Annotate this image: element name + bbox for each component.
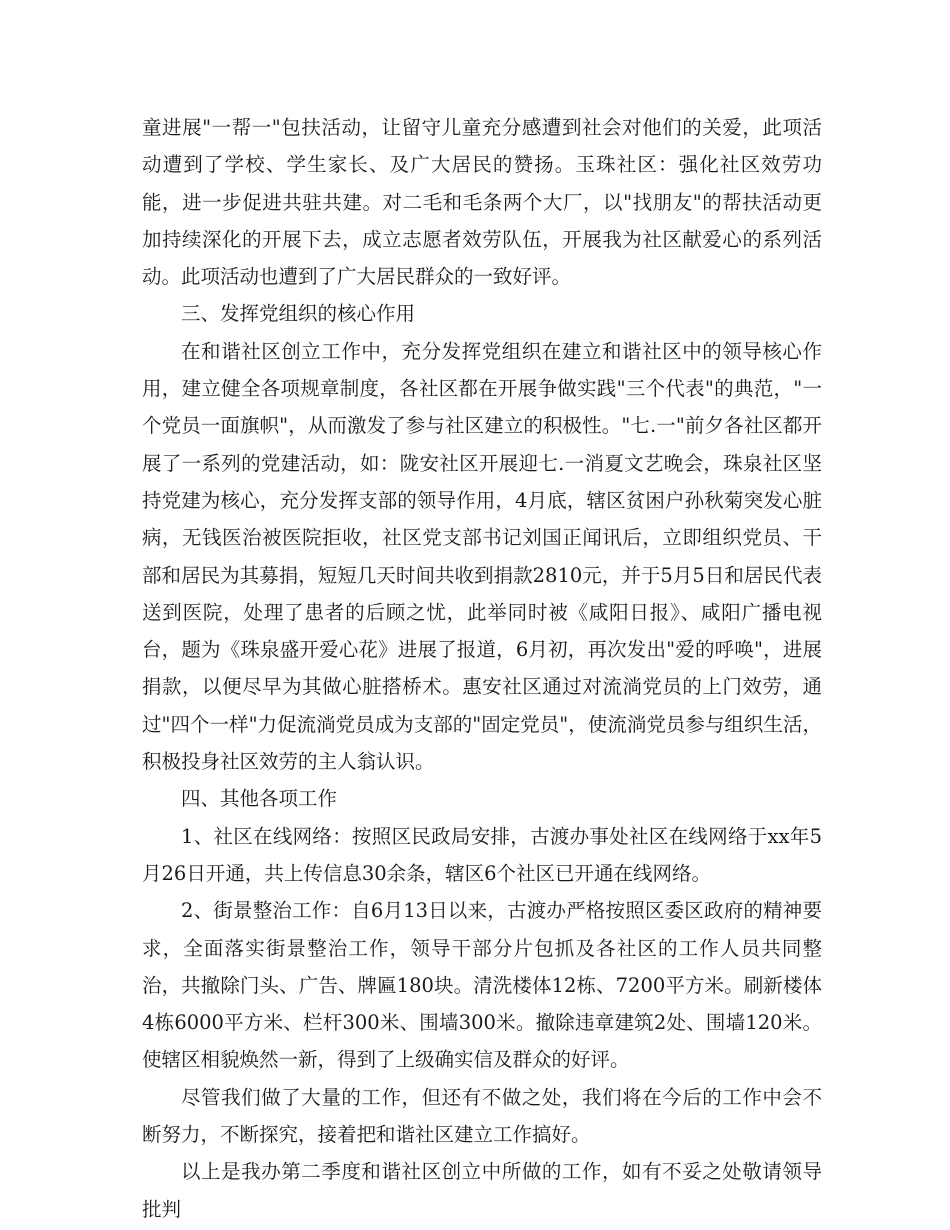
paragraph-online-network: 1、社区在线网络：按照区民政局安排，古渡办事处社区在线网络于xx年5月26日开通，共上传信息30余条，辖区6个社区已开通在线网络。	[142, 824, 822, 885]
paragraph-closing: 以上是我办第二季度和谐社区创立中所做的工作，如有不妥之处敬请领导批判	[142, 1160, 822, 1221]
paragraph-continued: 童进展"一帮一"包扶活动，让留守儿童充分感遭到社会对他们的关爱，此项活动遭到了学校、学生家长、及广大居民的赞扬。玉珠社区：强化社区效劳功能，进一步促进共驻共建。对二毛和毛条两个大厂，以"找朋友"的帮扶活动更加持续深化的开展下去，成立志愿者效劳队伍，开展我为社区献爱心的系列活动。此项活动也遭到了广大居民群众的一致好评。	[142, 116, 822, 289]
paragraph-street-renovation: 2、街景整治工作：自6月13日以来，古渡办严格按照区委区政府的精神要求，全面落实街景整治工作，领导干部分片包抓及各社区的工作人员共同整治，共撤除门头、广告、牌匾180块。清洗楼体12栋、7200平方米。刷新楼体4栋6000平方米、栏杆300米、围墙300米。撤除违章建筑2处、围墙120米。使辖区相貌焕然一新，得到了上级确实信及群众的好评。	[142, 899, 822, 1072]
section-heading-4: 四、其他各项工作	[181, 787, 338, 811]
paragraph-party-role: 在和谐社区创立工作中，充分发挥党组织在建立和谐社区中的领导核心作用，建立健全各项规章制度，各社区都在开展争做实践"三个代表"的典范，"一个党员一面旗帜"，从而激发了参与社区建立的积极性。"七.一"前夕各社区都开展了一系列的党建活动，如：陇安社区开展迎七.一消夏文艺晚会，珠泉社区坚持党建为核心，充分发挥支部的领导作用，4月底，辖区贫困户孙秋菊突发心脏病，无钱医治被医院拒收，社区党支部书记刘国正闻讯后，立即组织党员、干部和居民为其募捐，短短几天时间共收到捐款2810元，并于5月5日和居民代表送到医院，处理了患者的后顾之忧，此举同时被《咸阳日报》、咸阳广播电视台，题为《珠泉盛开爱心花》进展了报道，6月初，再次发出"爱的呼唤"，进展捐款，以便尽早为其做心脏搭桥术。惠安社区通过对流淌党员的上门效劳，通过"四个一样"力促流淌党员成为支部的"固定党员"，使流淌党员参与组织生活，积极投身社区效劳的主人翁认识。	[142, 339, 822, 774]
document-body	[142, 109, 822, 1228]
section-heading-3: 三、发挥党组织的核心作用	[181, 302, 416, 326]
paragraph-summary: 尽管我们做了大量的工作，但还有不做之处，我们将在今后的工作中会不断努力，不断探究，接着把和谐社区建立工作搞好。	[142, 1085, 822, 1147]
